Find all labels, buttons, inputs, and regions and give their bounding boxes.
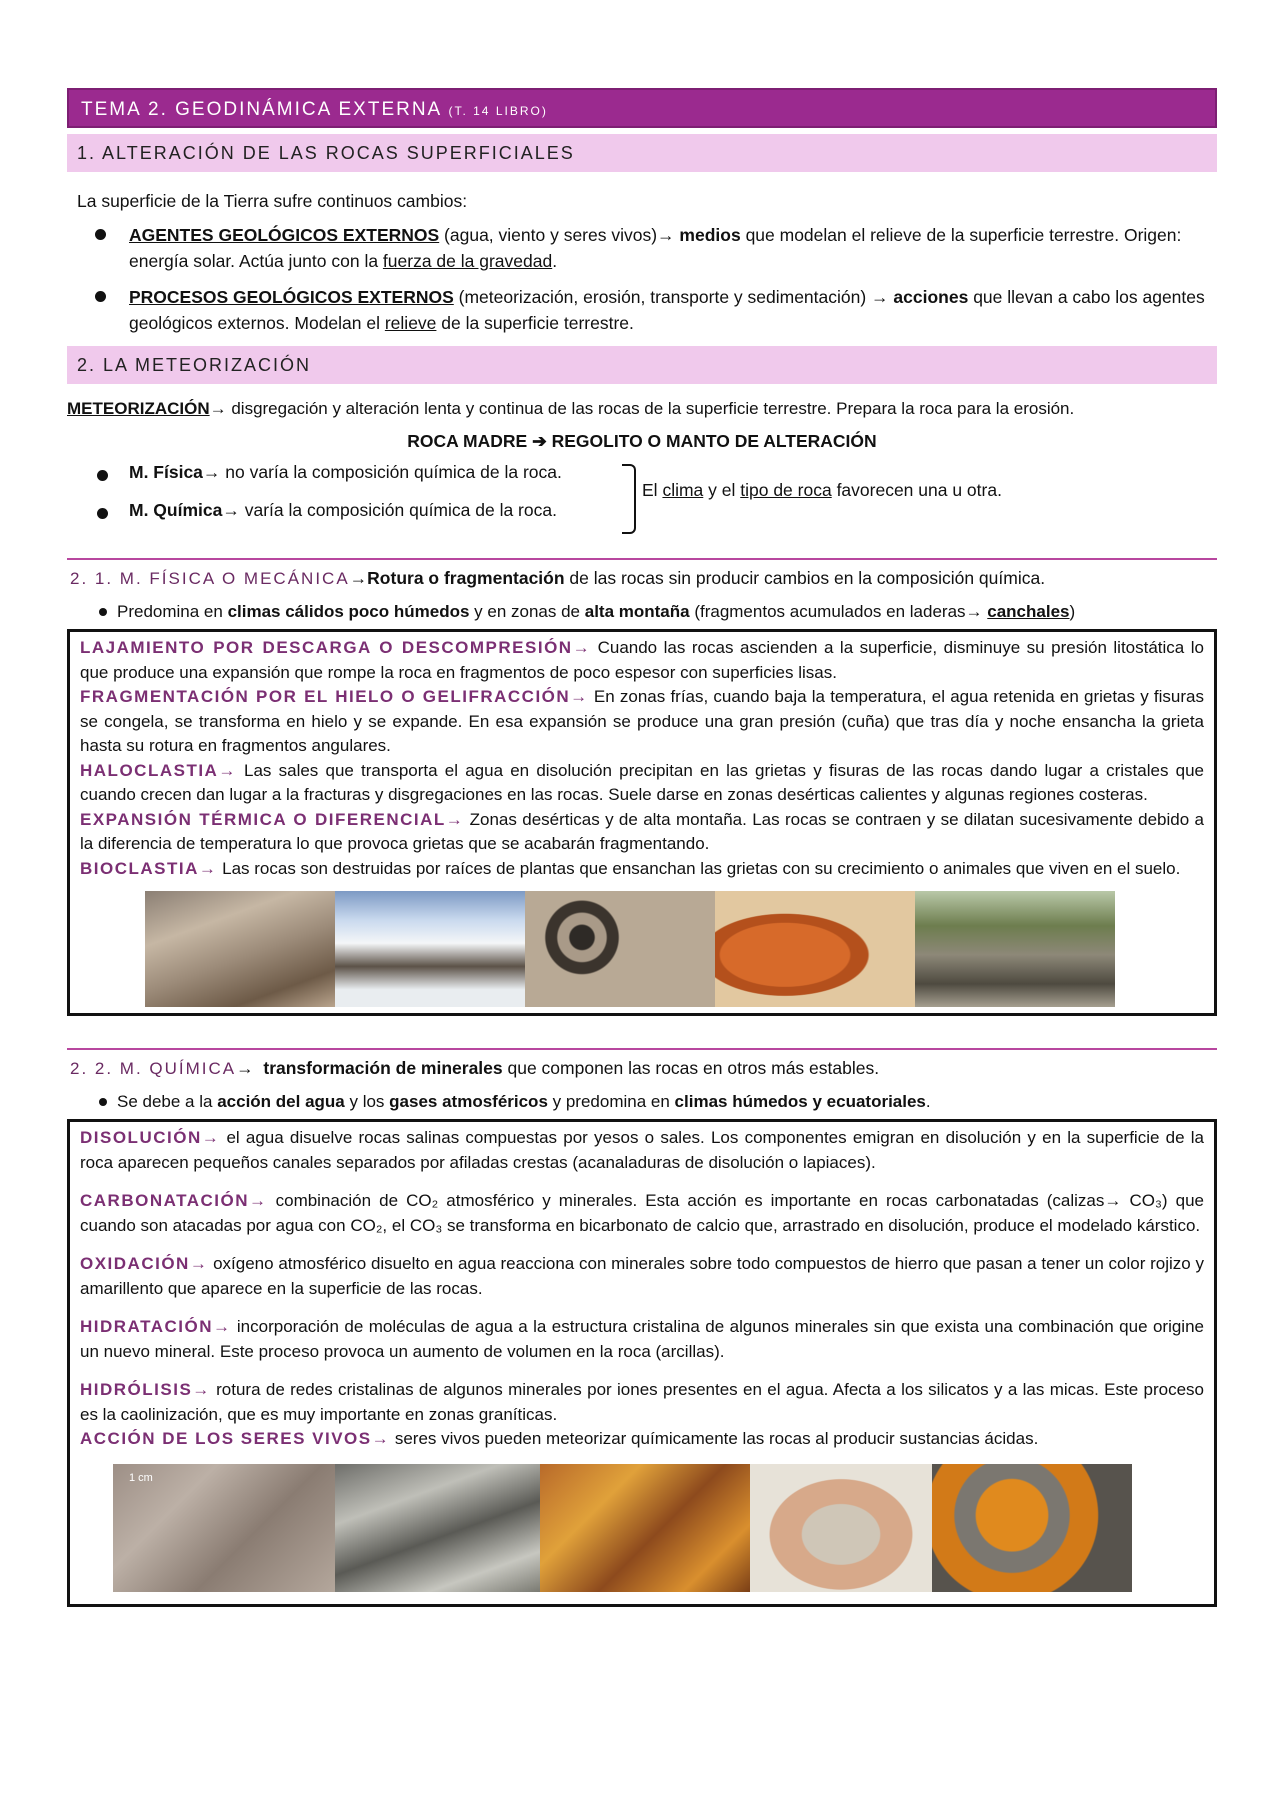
physical-type: M. Física→ no varía la composición química de la roca. xyxy=(129,462,562,482)
photo-frost-wedging xyxy=(335,891,525,1007)
meteorization-definition: METEORIZACIÓN→ disgregación y alteración lenta y continua de las rocas de la superficie terrestre. Prepara la roca para la erosión. xyxy=(67,399,1075,418)
process-item: FRAGMENTACIÓN POR EL HIELO O GELIFRACCIÓN→ En zonas frías, cuando baja la temperatura, el agua retenida en grietas y fisuras se congela, se transforma en hielo y se expande. En esa expansión se produce una gran presión (cuña) que tras día y noche ensancha la grieta hasta su rotura en fragmentos angulares. xyxy=(80,687,1204,755)
photo-living-beings xyxy=(932,1464,1132,1592)
regolith-line: ROCA MADRE ➔ REGOLITO O MANTO DE ALTERACIÓN xyxy=(407,431,877,451)
photo-thermal-expansion xyxy=(715,891,915,1007)
arrow-right-icon: → xyxy=(349,568,368,588)
bullet-icon xyxy=(95,291,106,302)
list-item: AGENTES GEOLÓGICOS EXTERNOS (agua, viento y seres vivos)→ medios que modelan el relieve de la superficie terrestre. Origen: energía solar. Actúa junto con la fuerza de la gravedad. xyxy=(77,222,1217,274)
process-item: CARBONATACIÓN→ combinación de CO₂ atmosférico y minerales. Esta acción es importante en rocas carbonatadas (calizas→ CO₃) que cuando son atacadas por agua con CO₂, el CO₃ se transforma en bicarbonato de calcio que, arrastrado en disolución, produce el modelado kárstico. xyxy=(80,1191,1204,1235)
chemical-processes-box xyxy=(67,1119,1217,1607)
bullet-icon xyxy=(95,229,106,240)
process-item: LAJAMIENTO POR DESCARGA O DESCOMPRESIÓN→ Cuando las rocas ascienden a la superficie, disminuye su presión litostática lo que produce una expansión que rompe la roca en fragmentos de poco espesor con superficies lisas. xyxy=(80,638,1205,682)
subsection-2-1-heading: 2. 1. M. FÍSICA O MECÁNICA→Rotura o fragmentación de las rocas sin producir cambios en la composición química. xyxy=(67,558,1217,589)
photo-dissolution: 1 cm xyxy=(113,1464,335,1592)
section-1-intro: La superficie de la Tierra sufre continuos cambios: xyxy=(77,191,468,211)
chemical-photos xyxy=(113,1464,1204,1592)
physical-processes-box xyxy=(67,629,1217,1016)
agents-list xyxy=(67,222,1217,336)
title-reference: (T. 14 LIBRO) xyxy=(448,104,548,118)
subsection-2-2-heading: 2. 2. M. QUÍMICA→ transformación de minerales que componen las rocas en otros más estables. xyxy=(67,1048,1217,1079)
brace-icon xyxy=(622,464,636,534)
bullet-icon xyxy=(99,608,107,616)
process-item: OXIDACIÓN→ oxígeno atmosférico disuelto en agua reacciona con minerales sobre todo compuestos de hierro que pasan a tener un color rojizo y amarillento que aparece en la superficie de las rocas. xyxy=(80,1254,1204,1298)
meteorization-types xyxy=(67,460,1217,538)
photo-hydration xyxy=(750,1464,932,1592)
photo-haloclasty xyxy=(525,891,715,1007)
arrow-right-icon: ➔ xyxy=(532,431,547,451)
bullet-icon xyxy=(97,470,108,481)
arrow-right-icon: → xyxy=(236,1058,254,1078)
chemical-type: M. Química→ varía la composición química de la roca. xyxy=(129,500,557,520)
document-title: TEMA 2. GEODINÁMICA EXTERNA (T. 14 LIBRO) xyxy=(67,88,1217,128)
photo-oxidation xyxy=(540,1464,750,1592)
process-item: HIDRÓLISIS→ rotura de redes cristalinas de algunos minerales por iones presentes en el agua. Afecta a los silicatos y a las micas. Este proceso es la caolinización, que es muy importante en zonas graníticas. xyxy=(80,1380,1204,1424)
process-item: ACCIÓN DE LOS SERES VIVOS→ seres vivos pueden meteorizar químicamente las rocas al producir sustancias ácidas. xyxy=(80,1429,1039,1448)
list-item: PROCESOS GEOLÓGICOS EXTERNOS (meteorización, erosión, transporte y sedimentación) → acciones que llevan a cabo los agentes geológicos externos. Modelan el relieve de la superficie terrestre. xyxy=(77,284,1217,336)
chemical-climate-note: Se debe a la acción del agua y los gases atmosféricos y predomina en climas húmedos y ecuatoriales. xyxy=(97,1089,1217,1115)
process-item: HALOCLASTIA→ Las sales que transporta el agua en disolución precipitan en las grietas y fisuras de las rocas dando lugar a cristales que cuando crecen dan lugar a la fracturas y disgregaciones en las rocas. Suele darse en zonas desérticas calientes y algunas regiones costeras. xyxy=(80,760,1204,804)
process-item: EXPANSIÓN TÉRMICA O DIFERENCIAL→ Zonas desérticas y de alta montaña. Las rocas se contraen y se dilatan sucesivamente debido a la diferencia de temperatura lo que provoca grietas que se acabarán fragmentando. xyxy=(80,809,1204,853)
physical-photos xyxy=(145,891,1204,1007)
physical-climate-note: Predomina en climas cálidos poco húmedos y en zonas de alta montaña (fragmentos acumulados en laderas→ canchales) xyxy=(97,599,1217,625)
photo-exfoliation xyxy=(145,891,335,1007)
bullet-icon xyxy=(99,1098,107,1106)
photo-carbonation xyxy=(335,1464,540,1592)
brace-note: El clima y el tipo de roca favorecen una u otra. xyxy=(642,480,1002,500)
process-item: BIOCLASTIA→ Las rocas son destruidas por raíces de plantas que ensanchan las grietas con su crecimiento o animales que viven en el suelo. xyxy=(80,858,1181,878)
page xyxy=(67,88,1217,1607)
process-item: HIDRATACIÓN→ incorporación de moléculas de agua a la estructura cristalina de algunos minerales sin que exista una combinación que origine un nuevo mineral. Este proceso provoca un aumento de volumen en la roca (arcillas). xyxy=(80,1317,1204,1361)
section-2-heading: 2. LA METEORIZACIÓN xyxy=(67,346,1217,384)
section-1-heading: 1. ALTERACIÓN DE LAS ROCAS SUPERFICIALES xyxy=(67,134,1217,172)
bullet-icon xyxy=(97,508,108,519)
photo-bioclasty xyxy=(915,891,1115,1007)
process-item: DISOLUCIÓN→ el agua disuelve rocas salinas compuestas por yesos o sales. Los componentes emigran en disolución y en la superficie de la roca aparecen pequeños canales separados por afiladas crestas (acanaladuras de disolución o lapiaces). xyxy=(80,1128,1204,1172)
